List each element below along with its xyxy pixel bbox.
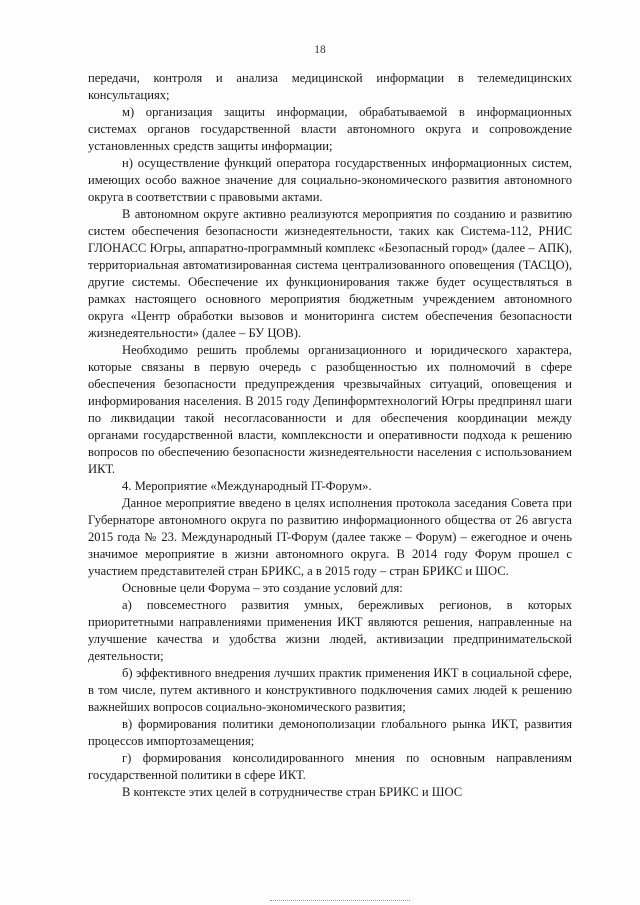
paragraph-context: В контексте этих целей в сотрудничестве стран БРИКС и ШОС bbox=[122, 785, 463, 799]
scan-edge-mark bbox=[270, 900, 410, 903]
paragraph-continuation: передачи, контроля и анализа медицинской информации в телемедицинских консультациях; bbox=[88, 71, 572, 102]
paragraph-forum-description: Данное мероприятие введено в целях исполнения протокола заседания Совета при Губернаторе автономного округа по развитию информационного общества от 26 августа 2015 года № 23. Международный IT-Форум (далее также – Форум) – ежегодное и очень значимое мероприятие в жизни автономного округа. В 2014 году Форум прошел с участием представителей стран БРИКС, а в 2015 году – стран БРИКС и ШОС. bbox=[88, 496, 572, 578]
page-number: 18 bbox=[314, 44, 326, 56]
list-item-n: н) осуществление функций оператора государственных информационных систем, имеющих особо важное значение для социально-экономического развития автономного округа в соответствии с правовыми актами. bbox=[88, 156, 572, 204]
paragraph-safety-systems: В автономном округе активно реализуются мероприятия по созданию и развитию систем обеспечения безопасности жизнедеятельности, таких как Система-112, РНИС ГЛОНАСС Югры, аппаратно-программный комплекс «Безопасный город» (далее – АПК), территориальная автоматизированная система централизованного оповещения (ТАСЦО), другие системы. Обеспечение их функционирования также будет осуществляться в рамках настоящего основного мероприятия бюджетным учреждением автономного округа «Центр обработки вызовов и мониторинга систем обеспечения безопасности жизнедеятельности» (далее – БУ ЦОВ). bbox=[88, 207, 572, 340]
list-item-m: м) организация защиты информации, обрабатываемой в информационных системах органов государственной власти автономного округа и сопровождение установленных средств защиты информации; bbox=[88, 105, 572, 153]
goal-item-v: в) формирования политики демонополизации глобального рынка ИКТ, развития процессов импортозамещения; bbox=[88, 717, 572, 748]
paragraph-problems: Необходимо решить проблемы организационного и юридического характера, которые связаны в первую очередь с разобщенностью их полномочий в сфере обеспечения безопасности предупреждения чрезвычайных ситуаций, оповещения и информирования населения. В 2015 году Депинформтехнологий Югры предпринял шаги по ликвидации такой несогласованности и для обеспечения координации между органами государственной власти, комплексности и оперативности подхода к решению вопросов по обеспечению безопасности жизнедеятельности населения с использованием ИКТ. bbox=[88, 343, 572, 476]
goal-item-b: б) эффективного внедрения лучших практик применения ИКТ в социальной сфере, в том числе, путем активного и конструктивного подключения самих людей к решению важнейших вопросов социально-экономического развития; bbox=[88, 666, 572, 714]
goal-item-g: г) формирования консолидированного мнения по основным направлениям государственной политики в сфере ИКТ. bbox=[88, 751, 572, 782]
section-heading-it-forum: 4. Мероприятие «Международный IT-Форум». bbox=[122, 479, 372, 493]
body-text bbox=[88, 70, 572, 801]
goal-item-a: а) повсеместного развития умных, бережливых регионов, в которых приоритетными направлениями применения ИКТ являются решения, направленные на улучшение качества и удобства жизни людей, активизации предпринимательской деятельности; bbox=[88, 598, 572, 663]
paragraph-forum-goals: Основные цели Форума – это создание условий для: bbox=[122, 581, 403, 595]
